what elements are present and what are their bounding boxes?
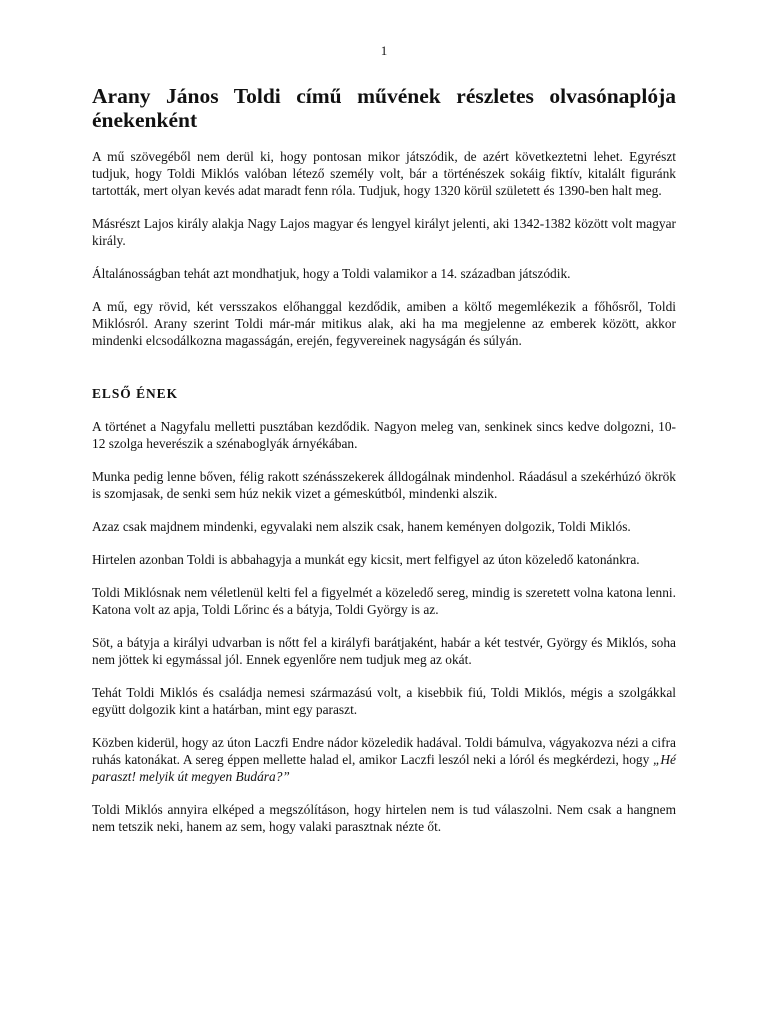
body-paragraph: A történet a Nagyfalu melletti pusztában kezdődik. Nagyon meleg van, senkinek sincs kedve dolgozni, 10-12 szolga heverészik a szénaboglyák árnyékában. xyxy=(92,419,676,451)
intro-paragraph: Általánosságban tehát azt mondhatjuk, hogy a Toldi valamikor a 14. században játszódik. xyxy=(92,266,571,281)
body-paragraph: Azaz csak majdnem mindenki, egyvalaki nem alszik csak, hanem keményen dolgozik, Toldi Miklós. xyxy=(92,519,631,534)
body-paragraph: Toldi Miklósnak nem véletlenül kelti fel a figyelmét a közeledő sereg, mindig is szeretett volna katona lenni. Katona volt az apja, Toldi Lőrinc és a bátyja, Toldi György is az. xyxy=(92,585,676,617)
intro-paragraph: Másrészt Lajos király alakja Nagy Lajos magyar és lengyel királyt jelenti, aki 1342-1382 között volt magyar király. xyxy=(92,216,676,248)
body-paragraph: Hirtelen azonban Toldi is abbahagyja a munkát egy kicsit, mert felfigyel az úton közeledő katonánkra. xyxy=(92,552,640,567)
body-paragraph: Tehát Toldi Miklós és családja nemesi származású volt, a kisebbik fiú, Toldi Miklós, mégis a szolgákkal együtt dolgozik kint a határban, mint egy paraszt. xyxy=(92,685,676,717)
document-page xyxy=(92,40,676,851)
body-paragraph-with-quote xyxy=(92,734,676,785)
body-paragraph: Toldi Miklós annyira elképed a megszólításon, hogy hirtelen nem is tud válaszolni. Nem csak a hangnem nem tetszik neki, hanem az sem, hogy valaki parasztnak nézte őt. xyxy=(92,802,676,834)
italic-quote: „Hé paraszt! melyik út megyen Budára?” xyxy=(92,752,676,784)
paragraph-text: Közben kiderül, hogy az úton Laczfi Endre nádor közeledik hadával. Toldi bámulva, vágyakozva nézi a cifra ruhás katonákat. A sereg éppen mellette halad el, amikor Laczfi leszól neki a lóról és megkérdezi, hogy xyxy=(92,735,676,767)
document-title: Arany János Toldi című művének részletes olvasónaplója énekenként xyxy=(92,84,676,132)
body-paragraph: Söt, a bátyja a királyi udvarban is nőtt fel a királyfi barátjaként, habár a két testvér, György és Miklós, soha nem jöttek ki egymással jól. Ennek egyenlőre nem tudjuk meg az okát. xyxy=(92,635,676,667)
intro-paragraph: A mű, egy rövid, két versszakos előhanggal kezdődik, amiben a költő megemlékezik a főhősről, Toldi Miklósról. Arany szerint Toldi már-már mitikus alak, aki ha ma megjelenne az emberek között, akkor mindenki elcsodálkozna magasságán, erején, fegyvereinek nagyságán és súlyán. xyxy=(92,299,676,348)
page-number: 1 xyxy=(380,43,388,58)
body-paragraph: Munka pedig lenne bőven, félig rakott szénásszekerek álldogálnak mindenhol. Ráadásul a szekérhúzó ökrök is szomjasak, de senki sem húz nekik vizet a gémeskútból, mindenki alszik. xyxy=(92,469,676,501)
intro-paragraph: A mű szövegéből nem derül ki, hogy pontosan mikor játszódik, de azért következtetni lehet. Egyrészt tudjuk, hogy Toldi Miklós valóban létező személy volt, bár a történészek sokáig fiktív, kitalált figuránk tartották, mert olyan kevés adat maradt fenn róla. Tudjuk, hogy 1320 körül született és 1390-ben halt meg. xyxy=(92,149,676,198)
section-heading: ELSŐ ÉNEK xyxy=(92,386,179,401)
